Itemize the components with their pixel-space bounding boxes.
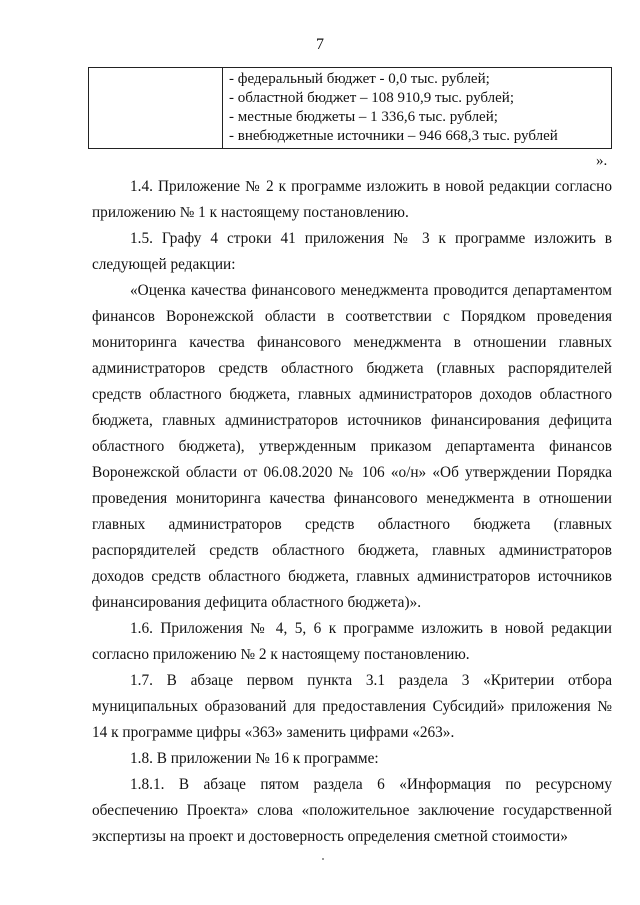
paragraph-1-4: 1.4. Приложение № 2 к программе изложить в новой редакции согласно приложению № 1 к настоящему постановлению. — [92, 178, 612, 221]
funding-line-extrabudgetary: - внебюджетные источники – 946 668,3 тыс. рублей — [229, 128, 558, 144]
funding-line-regional: - областной бюджет – 108 910,9 тыс. рублей; — [229, 90, 514, 106]
funding-line-local: - местные бюджеты – 1 336,6 тыс. рублей; — [229, 109, 498, 125]
budget-table — [88, 67, 612, 149]
paragraph-quoted-text: «Оценка качества финансового менеджмента проводится департаментом финансов Воронежской области в соответствии с Порядком проведения мониторинга качества финансового менеджмента в отношении главных администраторов средств областного бюджета (главных распорядителей средств областного бюджета, главных администраторов доходов областного бюджета, главных администраторов источников финансирования дефицита областного бюджета), утвержденным приказом департамента финансов Воронежской области от 06.08.2020 № 106 «о/н» «Об утверждении Порядка проведения мониторинга качества финансового менеджмента в отношении главных администраторов средств областного бюджета (главных распорядителей средств областного бюджета, главных администраторов доходов средств областного бюджета, главных администраторов источников финансирования дефицита областного бюджета)». — [92, 282, 612, 611]
paragraph-1-5: 1.5. Графу 4 строки 41 приложения № 3 к программе изложить в следующей редакции: — [92, 230, 612, 273]
closing-quote-mark: ». — [596, 153, 608, 169]
paragraph-1-8-1: 1.8.1. В абзаце пятом раздела 6 «Информация по ресурсному обеспечению Проекта» слова «положительное заключение государственной экспертизы на проект и достоверность определения сметной стоимости» — [92, 776, 612, 845]
scan-speck — [322, 858, 324, 860]
paragraph-1-7: 1.7. В абзаце первом пункта 3.1 раздела 3 «Критерии отбора муниципальных образований для предоставления Субсидий» приложения № 14 к программе цифры «363» заменить цифрами «263». — [92, 672, 612, 741]
table-funding-cell — [223, 68, 612, 149]
funding-line-federal: - федеральный бюджет - 0,0 тыс. рублей; — [229, 71, 490, 87]
document-body — [92, 174, 612, 850]
table-row — [89, 68, 612, 149]
table-empty-cell — [89, 68, 223, 149]
page-number: 7 — [316, 36, 324, 53]
paragraph-1-6: 1.6. Приложения № 4, 5, 6 к программе изложить в новой редакции согласно приложению № 2 к настоящему постановлению. — [92, 620, 612, 663]
paragraph-1-8: 1.8. В приложении № 16 к программе: — [130, 750, 379, 767]
